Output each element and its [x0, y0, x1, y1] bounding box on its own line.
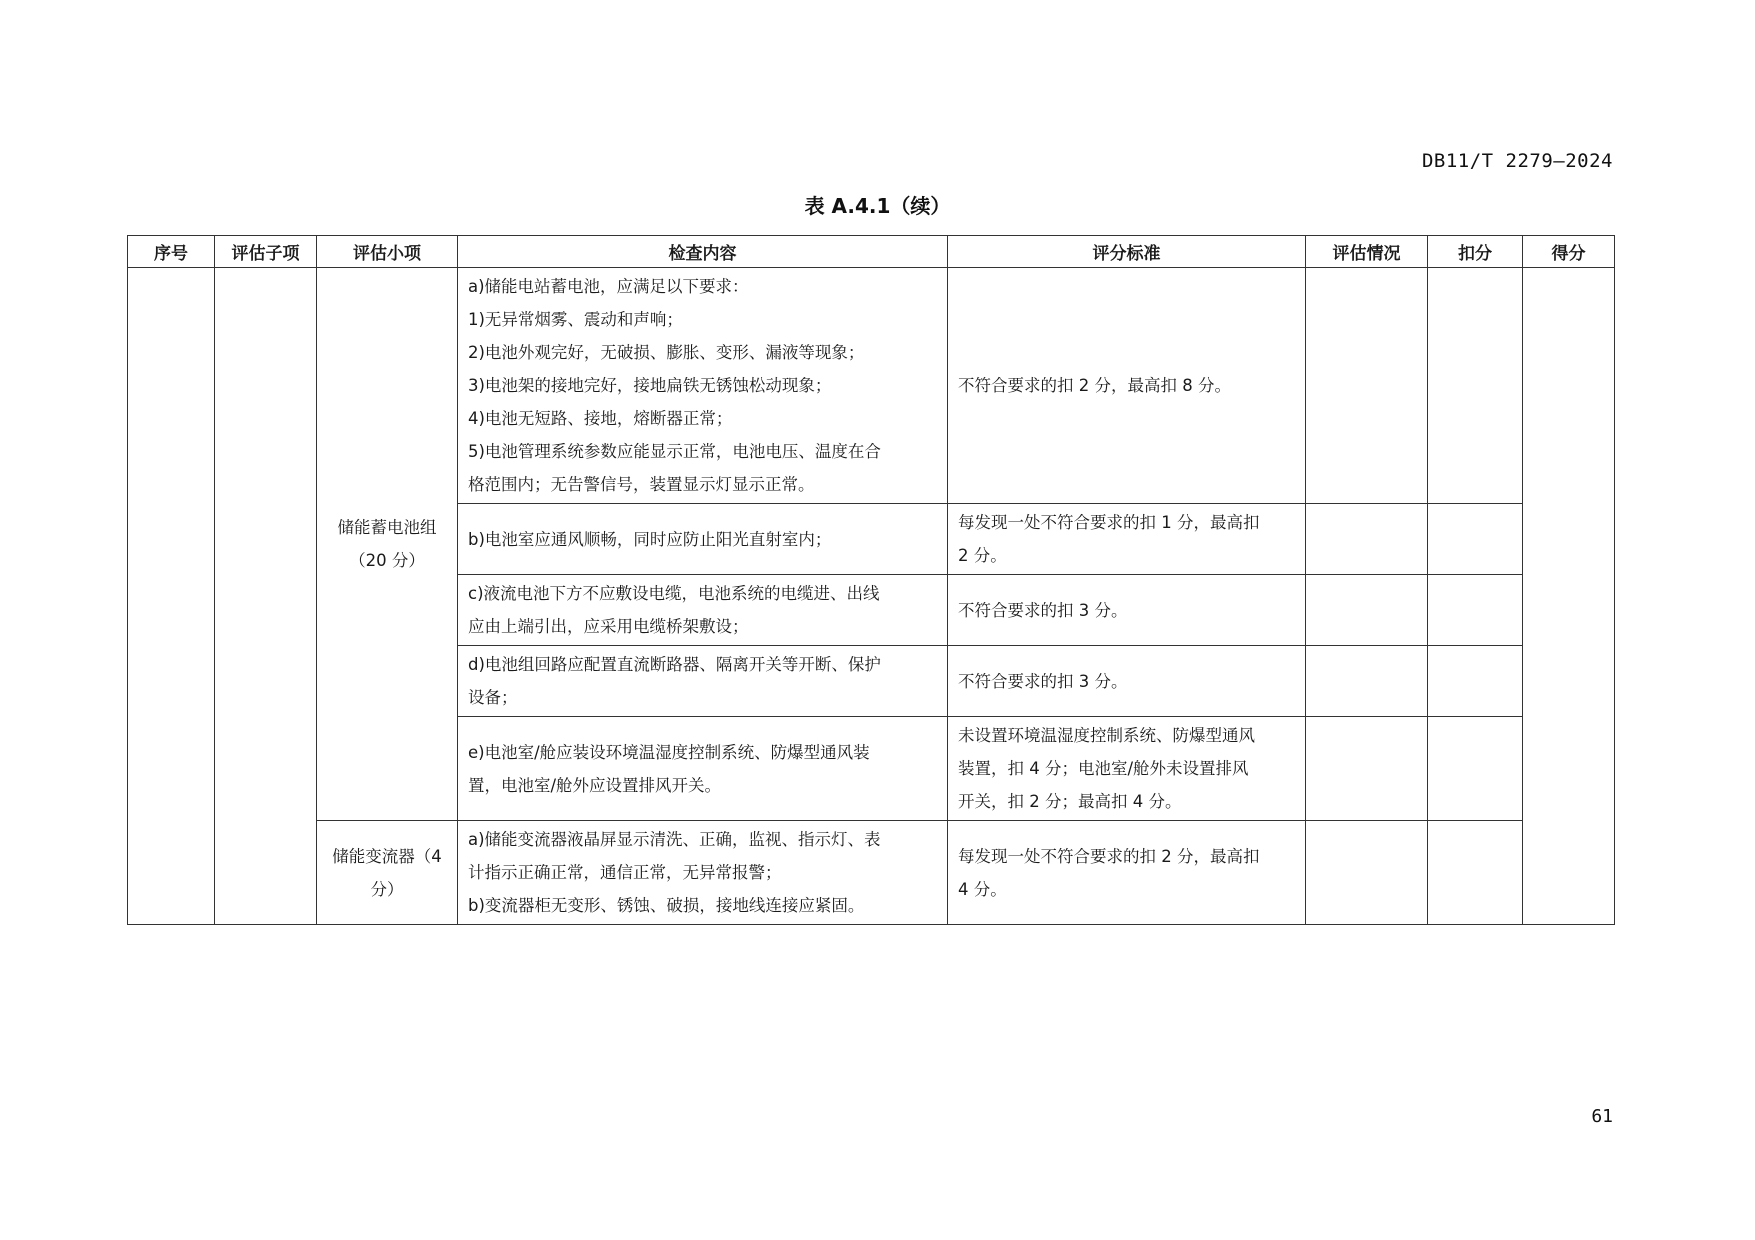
criteria-line: 不符合要求的扣 3 分。 — [958, 600, 1128, 620]
item-name-line: （20 分） — [349, 551, 425, 570]
content-line: c)液流电池下方不应敷设电缆，电池系统的电缆进、出线 — [468, 584, 880, 603]
deduction-cell — [1428, 575, 1523, 646]
deduction-cell — [1428, 268, 1523, 504]
col-header-status: 评估情况 — [1306, 236, 1428, 268]
item-name-line: 储能蓄电池组 — [337, 518, 437, 537]
content-line: 1)无异常烟雾、震动和声响； — [468, 310, 683, 329]
criteria-line: 不符合要求的扣 3 分。 — [958, 671, 1128, 691]
content-line: 设备； — [468, 688, 518, 707]
content-line: e)电池室/舱应装设环境温湿度控制系统、防爆型通风装 — [468, 742, 870, 762]
content-line: 置，电池室/舱外应设置排风开关。 — [468, 775, 722, 795]
content-cell — [458, 268, 948, 504]
criteria-line: 2 分。 — [958, 546, 1007, 565]
criteria-line: 装置，扣 4 分；电池室/舱外未设置排风 — [958, 759, 1249, 778]
content-line: b)电池室应通风顺畅，同时应防止阳光直射室内； — [468, 529, 832, 549]
table-row — [128, 268, 1615, 504]
deduction-cell — [1428, 504, 1523, 575]
content-cell — [458, 717, 948, 821]
item-name-line: 储能变流器（4 — [332, 846, 442, 866]
criteria-line: 开关，扣 2 分；最高扣 4 分。 — [958, 792, 1182, 811]
col-header-seq: 序号 — [128, 236, 215, 268]
content-line: 格范围内；无告警信号，装置显示灯显示正常。 — [468, 475, 815, 494]
col-header-item: 评估小项 — [317, 236, 458, 268]
status-cell — [1306, 268, 1428, 504]
status-cell — [1306, 575, 1428, 646]
table-row — [128, 821, 1615, 925]
col-header-subitem: 评估子项 — [215, 236, 317, 268]
deduction-cell — [1428, 717, 1523, 821]
item-name-cell — [317, 821, 458, 925]
criteria-cell — [948, 717, 1306, 821]
content-line: 5)电池管理系统参数应能显示正常，电池电压、温度在合 — [468, 442, 881, 461]
status-cell — [1306, 646, 1428, 717]
content-line: b)变流器柜无变形、锈蚀、破损，接地线连接应紧固。 — [468, 896, 865, 915]
score-cell — [1523, 268, 1615, 925]
deduction-cell — [1428, 646, 1523, 717]
content-cell — [458, 821, 948, 925]
criteria-cell — [948, 268, 1306, 504]
status-cell — [1306, 821, 1428, 925]
col-header-content: 检查内容 — [458, 236, 948, 268]
table-header-row — [128, 236, 1615, 268]
criteria-line: 每发现一处不符合要求的扣 1 分，最高扣 — [958, 513, 1260, 532]
criteria-line: 不符合要求的扣 2 分，最高扣 8 分。 — [958, 376, 1231, 395]
page-number: 61 — [1591, 1106, 1613, 1127]
criteria-cell — [948, 821, 1306, 925]
col-header-score: 得分 — [1523, 236, 1615, 268]
criteria-cell — [948, 504, 1306, 575]
table-title: 表 A.4.1（续） — [804, 194, 951, 218]
criteria-line: 4 分。 — [958, 879, 1007, 899]
content-line: 2)电池外观完好，无破损、膨胀、变形、漏液等现象； — [468, 343, 865, 362]
content-line: 3)电池架的接地完好，接地扁铁无锈蚀松动现象； — [468, 376, 832, 395]
status-cell — [1306, 504, 1428, 575]
col-header-criteria: 评分标准 — [948, 236, 1306, 268]
content-line: a)储能电站蓄电池，应满足以下要求： — [468, 277, 749, 296]
content-cell — [458, 575, 948, 646]
content-line: 应由上端引出，应采用电缆桥架敷设； — [468, 617, 749, 636]
criteria-cell — [948, 646, 1306, 717]
status-cell — [1306, 717, 1428, 821]
content-line: a)储能变流器液晶屏显示清洗、正确，监视、指示灯、表 — [468, 830, 881, 849]
item-name-line: 分） — [370, 879, 404, 899]
criteria-line: 每发现一处不符合要求的扣 2 分，最高扣 — [958, 846, 1260, 866]
deduction-cell — [1428, 821, 1523, 925]
content-line: 4)电池无短路、接地，熔断器正常； — [468, 409, 733, 428]
evaluation-table — [127, 235, 1615, 925]
content-cell — [458, 504, 948, 575]
document-code: DB11/T 2279—2024 — [1421, 150, 1613, 172]
item-name-cell — [317, 268, 458, 821]
content-line: 计指示正确正常，通信正常，无异常报警； — [468, 863, 782, 882]
seq-cell — [128, 268, 215, 925]
criteria-cell — [948, 575, 1306, 646]
subitem-cell — [215, 268, 317, 925]
criteria-line: 未设置环境温湿度控制系统、防爆型通风 — [958, 726, 1255, 745]
content-cell — [458, 646, 948, 717]
content-line: d)电池组回路应配置直流断路器、隔离开关等开断、保护 — [468, 655, 881, 674]
col-header-deduction: 扣分 — [1428, 236, 1523, 268]
